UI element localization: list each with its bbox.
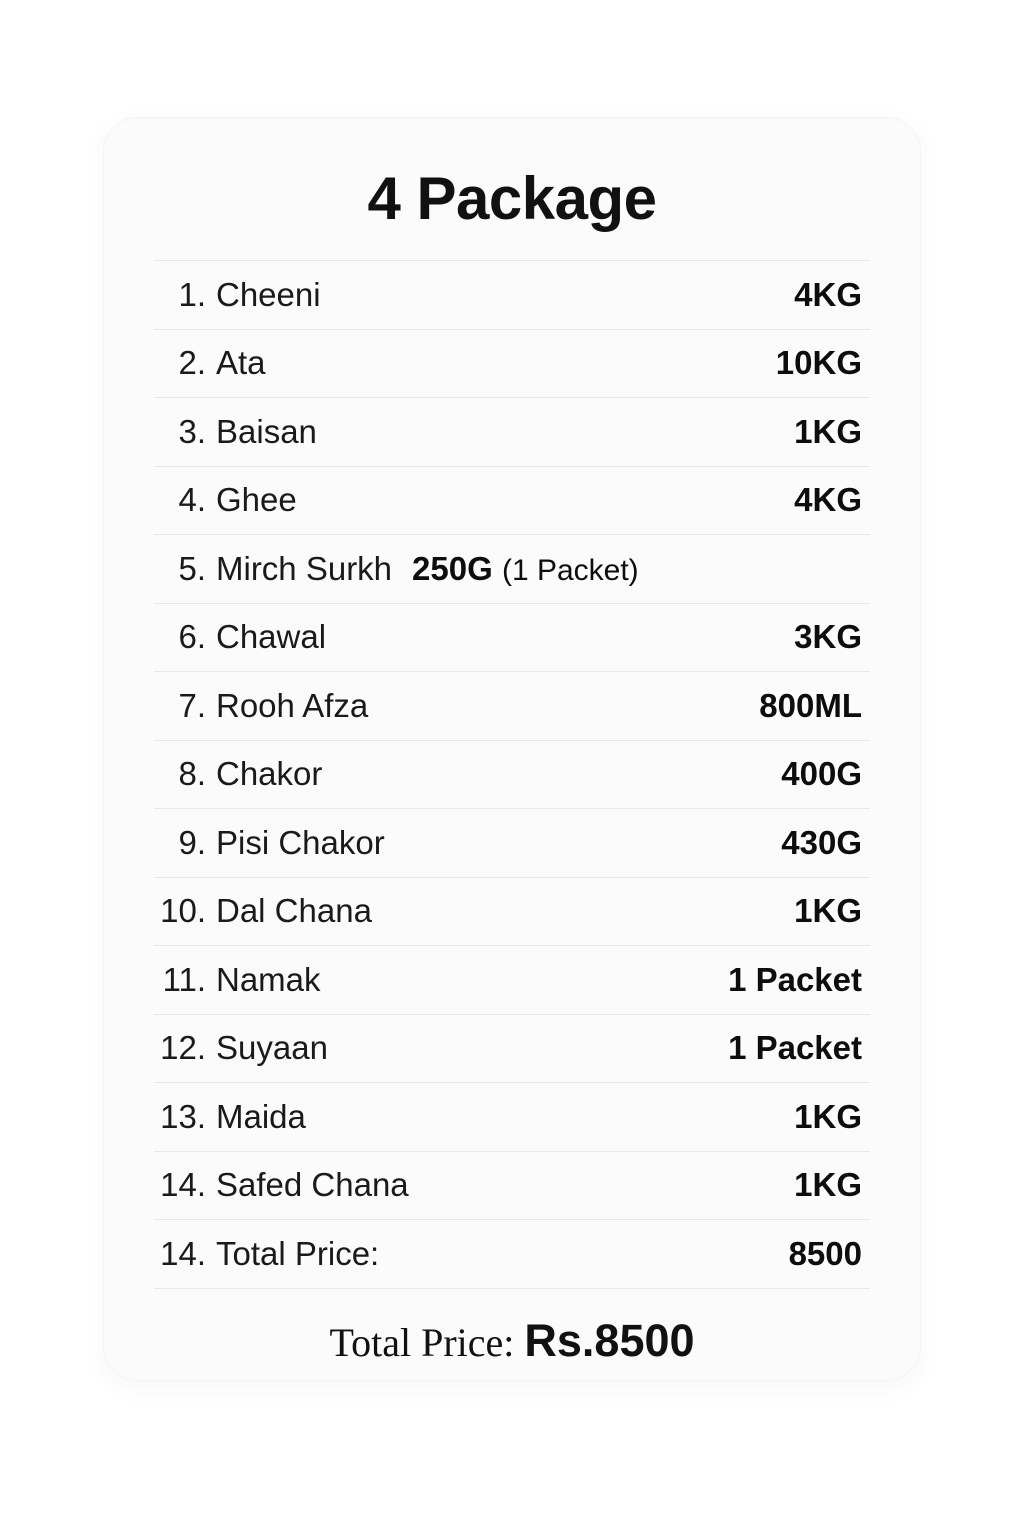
item-name: Ata: [216, 344, 266, 382]
package-card: [104, 118, 920, 1380]
item-number: 7.: [178, 686, 206, 724]
item-quantity: 1KG: [794, 1097, 862, 1135]
item-name: Chawal: [216, 618, 327, 656]
item-quantity: 800ML: [759, 686, 862, 724]
item-name: Chakor: [216, 755, 323, 793]
list-item: [154, 535, 870, 604]
item-name: Suyaan: [216, 1029, 328, 1067]
item-number: 3.: [178, 412, 206, 450]
item-number: 10.: [160, 892, 206, 930]
item-name: Safed Chana: [216, 1166, 409, 1204]
item-number: 9.: [178, 823, 206, 861]
item-quantity: 4KG: [794, 275, 862, 313]
list-item: [154, 261, 870, 330]
item-name: Maida: [216, 1097, 306, 1135]
item-name: Baisan: [216, 412, 317, 450]
item-number: 1.: [178, 275, 206, 313]
item-number: 8.: [178, 755, 206, 793]
item-quantity-value: 250G: [412, 549, 493, 587]
list-item: [154, 1152, 870, 1221]
item-quantity-note: (1 Packet): [501, 553, 639, 587]
item-name: Namak: [216, 960, 321, 998]
item-name: Cheeni: [216, 275, 321, 313]
list-item: [154, 809, 870, 878]
item-name: Ghee: [216, 481, 297, 519]
item-quantity: 3KG: [794, 618, 862, 656]
total-price-amount: Rs.8500: [524, 1314, 695, 1366]
item-quantity: 1KG: [794, 1166, 862, 1204]
item-number: 11.: [162, 960, 206, 998]
item-quantity: 1 Packet: [728, 1029, 862, 1067]
item-quantity: 1KG: [794, 892, 862, 930]
item-quantity: 1KG: [794, 412, 862, 450]
item-quantity: 430G: [781, 823, 862, 861]
list-item: [154, 604, 870, 673]
list-item: [154, 330, 870, 399]
item-quantity: 1 Packet: [728, 960, 862, 998]
item-name: Total Price:: [216, 1234, 380, 1272]
item-quantity: 4KG: [794, 481, 862, 519]
page-title: 4 Package: [367, 165, 657, 232]
list-item: [154, 1015, 870, 1084]
item-name: Rooh Afza: [216, 686, 369, 724]
item-number: 5.: [178, 549, 206, 587]
item-quantity: 8500: [788, 1234, 862, 1272]
list-item: [154, 741, 870, 810]
list-item: [154, 1083, 870, 1152]
total-price-row: [154, 1220, 870, 1289]
total-price-label: Total Price:: [329, 1319, 515, 1365]
list-item: [154, 467, 870, 536]
list-item: [154, 398, 870, 467]
total-price-footer: [104, 1315, 920, 1367]
item-name: Pisi Chakor: [216, 823, 385, 861]
item-quantity: 400G: [781, 755, 862, 793]
item-number: 4.: [178, 481, 206, 519]
list-item: [154, 878, 870, 947]
item-number: 12.: [160, 1029, 206, 1067]
item-number: 13.: [160, 1097, 206, 1135]
package-item-list: [154, 260, 870, 1289]
list-item: [154, 946, 870, 1015]
list-item: [154, 672, 870, 741]
item-number: 14.: [160, 1166, 206, 1204]
item-quantity: [412, 550, 870, 588]
item-name: Mirch Surkh: [216, 549, 393, 587]
item-number: 6.: [178, 618, 206, 656]
item-number: 2.: [178, 344, 206, 382]
item-number: 14.: [160, 1234, 206, 1272]
item-quantity: 10KG: [775, 344, 862, 382]
item-name: Dal Chana: [216, 892, 372, 930]
